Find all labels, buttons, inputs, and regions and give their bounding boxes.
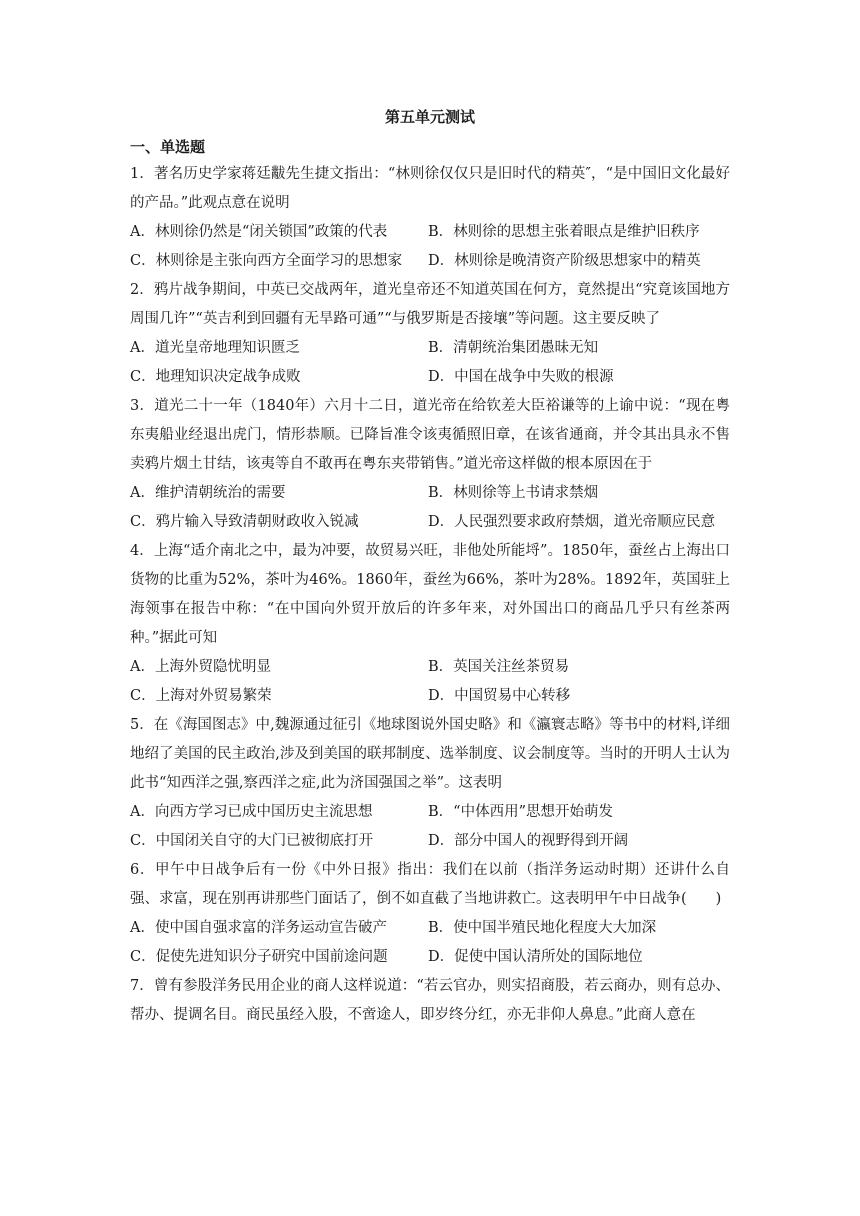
question-stem: 7．曾有参股洋务民用企业的商人这样说道：“若云官办，则实招商股，若云商办，则有总办、帮办、提调名目。商民虽经入股，不啻途人，即岁终分红，亦无非仰人鼻息。”此商人意在: [130, 978, 730, 1023]
option-d: D．中国在战争中失败的根源: [428, 369, 614, 385]
option-a: A．上海外贸隐忧明显: [130, 659, 271, 675]
option-d: D．人民强烈要求政府禁烟，道光帝顺应民意: [428, 514, 716, 530]
question-stem: 3．道光二十一年（1840年）六月十二日，道光帝在给钦差大臣裕谦等的上谕中说：“现在粤东夷船业经退出虎门，情形恭顺。已降旨准令该夷循照旧章，在该省通商，并令其出具永不售卖鸦片烟土甘结，该夷等自不敢再在粤东夹带销售。”道光帝这样做的根本原因在于: [130, 398, 730, 472]
option-c: C．上海对外贸易繁荣: [130, 688, 272, 704]
option-a: A．向西方学习已成中国历史主流思想: [130, 804, 373, 820]
option-grid: [130, 334, 730, 392]
question-stem: 4．上海“适介南北之中，最为冲要，故贸易兴旺，非他处所能埒”。1850年，蚕丝占上海出口货物的比重为52%，茶叶为46%。1860年，蚕丝为66%，茶叶为28%。1892年，英国驻上海领事在报告中称：“在中国向外贸开放后的许多年来，对外国出口的商品几乎只有丝茶两种。”据此可知: [130, 543, 730, 646]
option-d: D．中国贸易中心转移: [428, 688, 571, 704]
option-grid: [130, 914, 730, 972]
question-5: [130, 711, 730, 856]
option-b: B．“中体西用”思想开始萌发: [428, 804, 613, 820]
option-a: A．道光皇帝地理知识匮乏: [130, 340, 300, 356]
question-6: [130, 856, 730, 972]
option-b: B．林则徐等上书请求禁烟: [428, 485, 599, 501]
option-grid: [130, 218, 730, 276]
question-4: [130, 537, 730, 711]
option-b: B．清朝统治集团愚昧无知: [428, 340, 599, 356]
option-c: C．林则徐是主张向西方全面学习的思想家: [130, 253, 403, 269]
question-2: [130, 276, 730, 392]
question-list: [130, 160, 730, 1030]
question-stem: 5．在《海国图志》中,魏源通过征引《地球图说外国史略》和《瀛寰志略》等书中的材料,详细地绍了美国的民主政治,涉及到美国的联邦制度、选举制度、议会制度等。当时的开明人士认为此书“知西洋之强,察西洋之症,此为济国强国之举”。这表明: [130, 717, 730, 791]
option-c: C．中国闭关自守的大门已被彻底打开: [130, 833, 374, 849]
question-1: [130, 160, 730, 276]
page-title: 第五单元测试: [384, 108, 475, 126]
option-c: C．鸦片输入导致清朝财政收入锐减: [130, 514, 359, 530]
option-d: D．促使中国认清所处的国际地位: [428, 949, 643, 965]
question-stem: 2．鸦片战争期间，中英已交战两年，道光皇帝还不知道英国在何方，竟然提出“究竟该国地方周围几许”“英吉利到回疆有无旱路可通”“与俄罗斯是否接壤”等问题。这主要反映了: [130, 282, 730, 327]
option-c: C．促使先进知识分子研究中国前途问题: [130, 949, 388, 965]
option-a: A．林则徐仍然是“闭关锁国”政策的代表: [130, 224, 388, 240]
option-grid: [130, 653, 730, 711]
option-a: A．使中国自强求富的洋务运动宣告破产: [130, 920, 387, 936]
question-stem: 6．甲午中日战争后有一份《中外日报》指出：我们在以前（指洋务运动时期）还讲什么自强、求富，现在别再讲那些门面话了，倒不如直截了当地讲救亡。这表明甲午中日战争( ): [130, 862, 730, 907]
option-b: B．林则徐的思想主张着眼点是维护旧秩序: [428, 224, 700, 240]
option-c: C．地理知识决定战争成败: [130, 369, 301, 385]
option-d: D．林则徐是晚清资产阶级思想家中的精英: [428, 253, 701, 269]
question-stem: 1．著名历史学家蒋廷黻先生捷文指出：“林则徐仅仅只是旧时代的精英″，“是中国旧文化最好的产品。”此观点意在说明: [130, 166, 730, 211]
option-b: B．使中国半殖民地化程度大大加深: [428, 920, 657, 936]
question-3: [130, 392, 730, 537]
option-d: D．部分中国人的视野得到开阔: [428, 833, 629, 849]
option-grid: [130, 479, 730, 537]
option-a: A．维护清朝统治的需要: [130, 485, 286, 501]
option-b: B．英国关注丝茶贸易: [428, 659, 570, 675]
section-heading: 一、单选题: [130, 138, 206, 156]
option-grid: [130, 798, 730, 856]
question-7: [130, 972, 730, 1030]
